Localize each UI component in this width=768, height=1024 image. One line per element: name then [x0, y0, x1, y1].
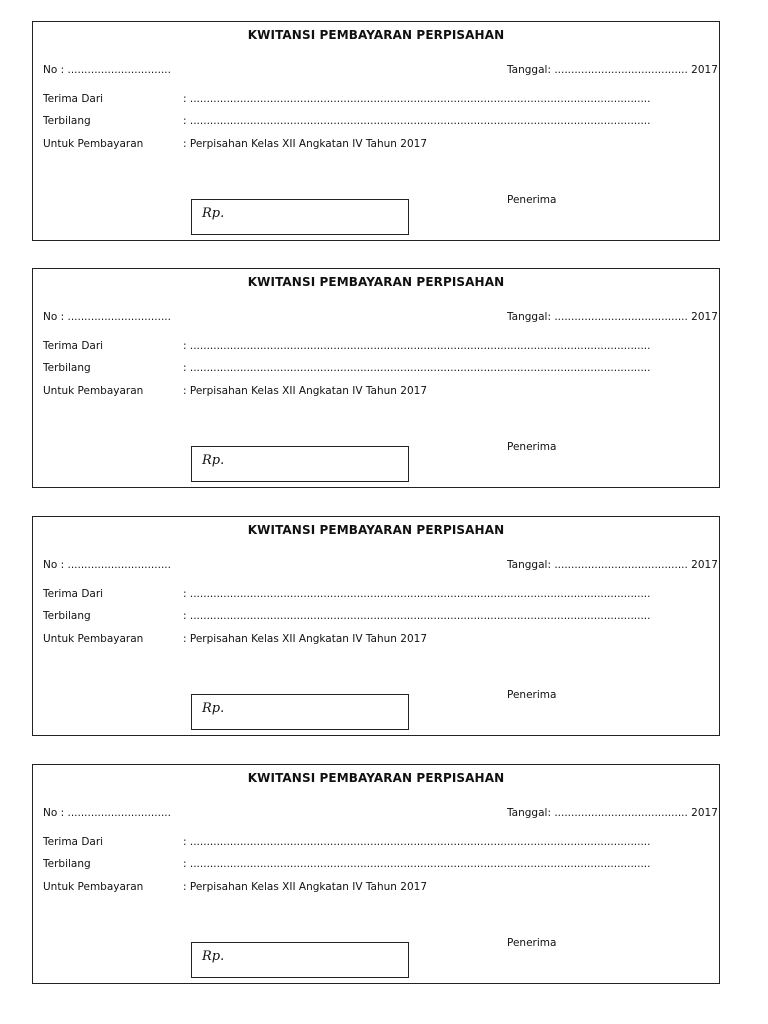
- rp-label: Rp.: [202, 206, 225, 221]
- payment-for-value: : Perpisahan Kelas XII Angkatan IV Tahun 2017: [183, 881, 428, 893]
- received-from-line: : ..........................................................................................................................................: [183, 588, 651, 600]
- rp-label: Rp.: [202, 949, 225, 964]
- received-from-line: : ..........................................................................................................................................: [183, 93, 651, 105]
- date-field: Tanggal: ........................................ 2017: [507, 311, 718, 323]
- receipt-number-field: No : ...............................: [43, 559, 171, 571]
- amount-in-words-label: Terbilang: [43, 858, 91, 870]
- amount-box: [191, 694, 409, 730]
- receipt-title: KWITANSI PEMBAYARAN PERPISAHAN: [247, 771, 505, 785]
- amount-box: [191, 199, 409, 235]
- rp-label: Rp.: [202, 701, 225, 716]
- payment-for-label: Untuk Pembayaran: [43, 881, 144, 893]
- payment-for-value: : Perpisahan Kelas XII Angkatan IV Tahun 2017: [183, 633, 428, 645]
- payment-for-value: : Perpisahan Kelas XII Angkatan IV Tahun 2017: [183, 385, 428, 397]
- amount-in-words-line: : ..........................................................................................................................................: [183, 610, 651, 622]
- receipt-title: KWITANSI PEMBAYARAN PERPISAHAN: [247, 28, 505, 42]
- date-field: Tanggal: ........................................ 2017: [507, 559, 718, 571]
- receipt-title: KWITANSI PEMBAYARAN PERPISAHAN: [247, 275, 505, 289]
- receipt-4: [32, 764, 720, 984]
- receipt-title: KWITANSI PEMBAYARAN PERPISAHAN: [247, 523, 505, 537]
- amount-in-words-line: : ..........................................................................................................................................: [183, 362, 651, 374]
- payment-for-label: Untuk Pembayaran: [43, 138, 144, 150]
- amount-box: [191, 942, 409, 978]
- recipient-label: Penerima: [507, 689, 557, 701]
- rp-label: Rp.: [202, 453, 225, 468]
- amount-in-words-label: Terbilang: [43, 115, 91, 127]
- amount-in-words-line: : ..........................................................................................................................................: [183, 115, 651, 127]
- receipt-2: [32, 268, 720, 488]
- payment-for-label: Untuk Pembayaran: [43, 633, 144, 645]
- date-field: Tanggal: ........................................ 2017: [507, 807, 718, 819]
- amount-in-words-label: Terbilang: [43, 362, 91, 374]
- received-from-label: Terima Dari: [43, 588, 104, 600]
- payment-for-label: Untuk Pembayaran: [43, 385, 144, 397]
- amount-in-words-line: : ..........................................................................................................................................: [183, 858, 651, 870]
- received-from-label: Terima Dari: [43, 340, 104, 352]
- receipt-3: [32, 516, 720, 736]
- date-field: Tanggal: ........................................ 2017: [507, 64, 718, 76]
- recipient-label: Penerima: [507, 441, 557, 453]
- recipient-label: Penerima: [507, 937, 557, 949]
- receipt-number-field: No : ...............................: [43, 311, 171, 323]
- receipt-1: [32, 21, 720, 241]
- amount-box: [191, 446, 409, 482]
- payment-for-value: : Perpisahan Kelas XII Angkatan IV Tahun 2017: [183, 138, 428, 150]
- receipt-number-field: No : ...............................: [43, 807, 171, 819]
- recipient-label: Penerima: [507, 194, 557, 206]
- received-from-line: : ..........................................................................................................................................: [183, 836, 651, 848]
- amount-in-words-label: Terbilang: [43, 610, 91, 622]
- received-from-label: Terima Dari: [43, 93, 104, 105]
- receipt-number-field: No : ...............................: [43, 64, 171, 76]
- received-from-line: : ..........................................................................................................................................: [183, 340, 651, 352]
- received-from-label: Terima Dari: [43, 836, 104, 848]
